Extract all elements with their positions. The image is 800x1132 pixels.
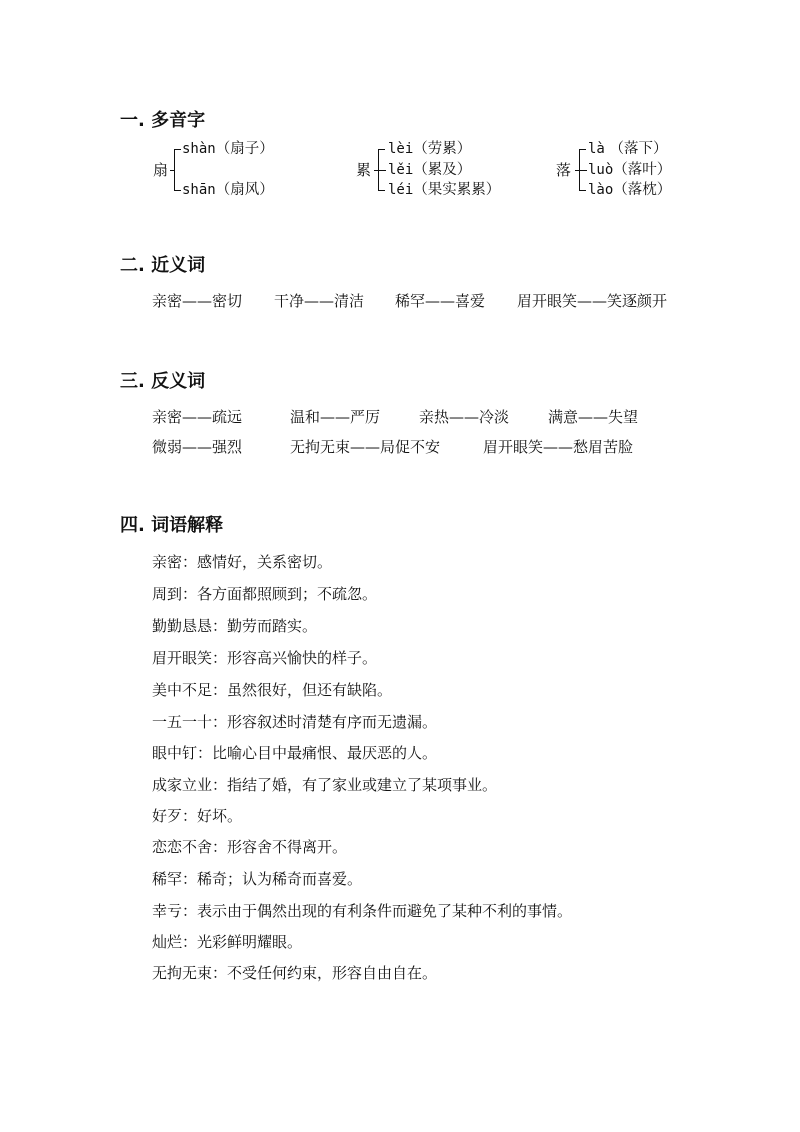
- section-heading-antonyms: 三. 反义词: [120, 371, 206, 392]
- word-pair: 亲密——疏远: [152, 408, 243, 426]
- definition-item: 眼中钉：比喻心目中最痛恨、最厌恶的人。: [152, 744, 438, 762]
- reading-line: shàn（扇子）: [182, 141, 274, 157]
- reading-line: shān（扇风）: [182, 182, 274, 198]
- polyphonic-char: 累: [356, 161, 372, 179]
- word-pair: 满意——失望: [548, 408, 639, 426]
- reading-line: lěi（累及）: [388, 162, 472, 178]
- definition-item: 恋恋不舍：形容舍不得离开。: [152, 838, 348, 856]
- brace-tick: [374, 170, 386, 171]
- word-pair: 亲密——密切: [152, 292, 243, 310]
- brace-tick: [575, 170, 587, 171]
- definition-item: 美中不足：虽然很好，但还有缺陷。: [152, 681, 393, 699]
- word-pair: 眉开眼笑——愁眉苦脸: [483, 438, 634, 456]
- definition-item: 无拘无束：不受任何约束，形容自由自在。: [152, 964, 438, 982]
- word-pair: 稀罕——喜爱: [395, 292, 486, 310]
- polyphonic-char: 落: [556, 161, 572, 179]
- definition-item: 成家立业：指结了婚，有了家业或建立了某项事业。: [152, 776, 498, 794]
- section-heading-polyphonic: 一. 多音字: [120, 110, 206, 131]
- definition-item: 眉开眼笑：形容高兴愉快的样子。: [152, 649, 378, 667]
- definition-item: 灿烂：光彩鲜明耀眼。: [152, 933, 303, 951]
- definition-item: 稀罕：稀奇；认为稀奇而喜爱。: [152, 870, 363, 888]
- word-pair: 亲热——冷淡: [419, 408, 510, 426]
- word-pair: 温和——严厉: [290, 408, 381, 426]
- reading-line: lèi（劳累）: [388, 141, 472, 157]
- reading-line: luò（落叶）: [588, 162, 672, 178]
- section-heading-definitions: 四. 词语解释: [120, 515, 224, 536]
- polyphonic-char: 扇: [153, 161, 169, 179]
- definition-item: 亲密：感情好，关系密切。: [152, 553, 333, 571]
- definition-item: 幸亏：表示由于偶然出现的有利条件而避免了某种不利的事情。: [152, 902, 573, 920]
- word-pair: 眉开眼笑——笑逐颜开: [517, 292, 668, 310]
- brace-icon: [174, 149, 181, 191]
- definition-item: 好歹：好坏。: [152, 807, 243, 825]
- definition-item: 周到：各方面都照顾到；不疏忽。: [152, 585, 378, 603]
- definition-item: 一五一十：形容叙述时清楚有序而无遗漏。: [152, 713, 438, 731]
- reading-line: là （落下）: [588, 141, 668, 157]
- reading-line: lào（落枕）: [588, 182, 672, 198]
- section-heading-synonyms: 二. 近义词: [120, 255, 206, 276]
- reading-line: léi（果实累累）: [388, 182, 501, 198]
- brace-tick: [170, 170, 175, 171]
- word-pair: 无拘无束——局促不安: [290, 438, 441, 456]
- definition-item: 勤勤恳恳：勤劳而踏实。: [152, 617, 318, 635]
- word-pair: 干净——清洁: [274, 292, 365, 310]
- word-pair: 微弱——强烈: [152, 438, 243, 456]
